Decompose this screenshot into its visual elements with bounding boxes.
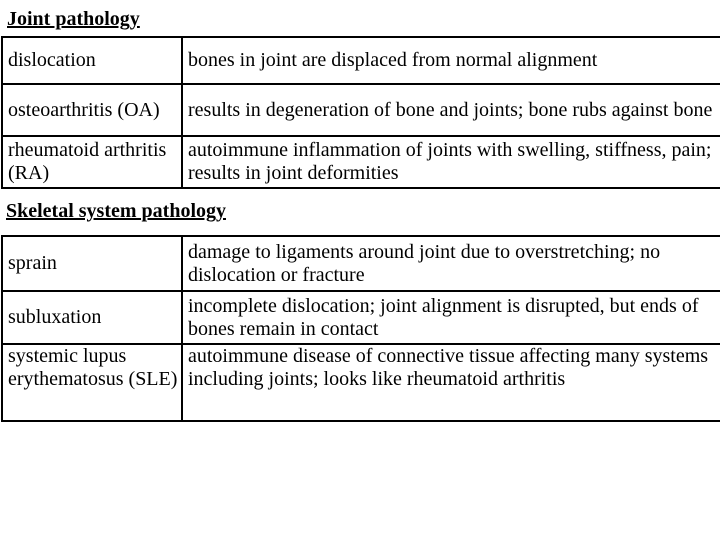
- table-row: [2, 291, 720, 344]
- joint-pathology-table: [1, 36, 720, 189]
- table-row: [2, 236, 720, 291]
- term-cell: osteoarthritis (OA): [2, 84, 182, 136]
- table-row: [2, 84, 720, 136]
- definition-cell: results in degeneration of bone and joints; bone rubs against bone: [182, 84, 720, 136]
- definition-cell: incomplete dislocation; joint alignment is disrupted, but ends of bones remain in contact: [182, 291, 720, 344]
- table-row: [2, 344, 720, 421]
- definition-cell: bones in joint are displaced from normal alignment: [182, 37, 720, 84]
- skeletal-pathology-table: [1, 235, 720, 422]
- term-cell: subluxation: [2, 291, 182, 344]
- skeletal-pathology-heading: Skeletal system pathology: [6, 200, 226, 222]
- joint-pathology-heading: Joint pathology: [7, 8, 140, 30]
- definition-cell: autoimmune inflammation of joints with swelling, stiffness, pain; results in joint deformities: [182, 136, 720, 188]
- definition-cell: autoimmune disease of connective tissue affecting many systems including joints; looks like rheumatoid arthritis: [182, 344, 720, 421]
- definition-cell: damage to ligaments around joint due to overstretching; no dislocation or fracture: [182, 236, 720, 291]
- term-cell: systemic lupus erythematosus (SLE): [2, 344, 182, 421]
- table-row: [2, 136, 720, 188]
- term-cell: sprain: [2, 236, 182, 291]
- term-cell: dislocation: [2, 37, 182, 84]
- table-row: [2, 37, 720, 84]
- term-cell: rheumatoid arthritis (RA): [2, 136, 182, 188]
